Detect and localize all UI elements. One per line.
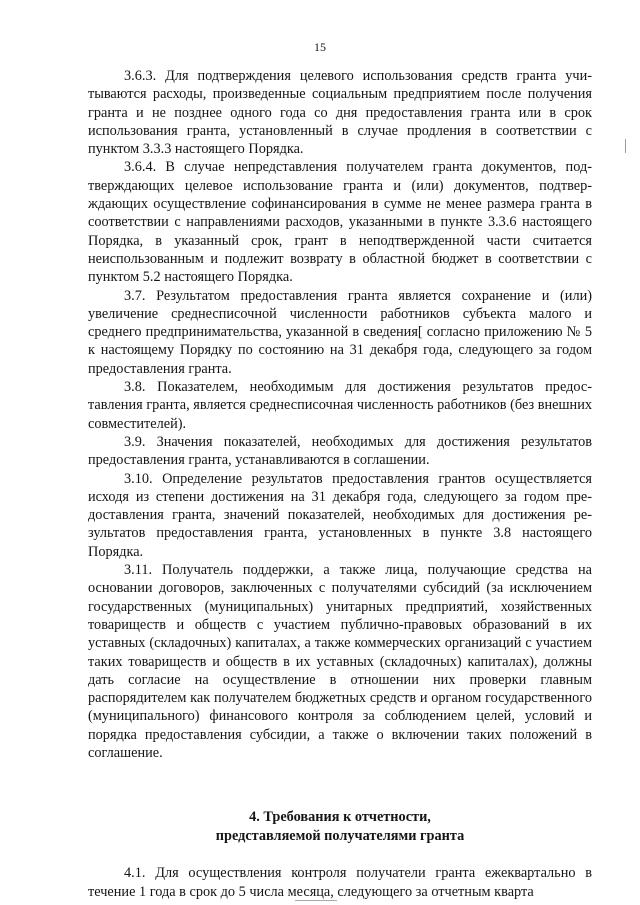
paragraph-3-6-4: 3.6.4. В случае непредставления получателем гранта документов, подтверждающих целевое использование гранта и (или) документов, подтверждающих осуществление софинансирования в сумме не менее размера гранта в соответствии с направлениями расходов, указанными в пункте 3.3.6 настоящего Порядка, в указанный срок, грант в неподтвержденной части считается неиспользованным и подлежит возврату в областной бюджет в соответствии с пунктом 5.2 настоящего Порядка. bbox=[88, 159, 592, 286]
page-number: 15 bbox=[314, 40, 326, 54]
paragraph-3-9: 3.9. Значения показателей, необходимых для достижения результатов предоставления гранта, устанавливаются в соглашении. bbox=[88, 433, 592, 469]
paragraph-3-10: 3.10. Определение результатов предоставления грантов осуществляется исходя из степени достижения на 31 декабря года, следующего за годом предоставления гранта, значений показателей, необходимых для достижения результатов предоставления гранта, установленных в пункте 3.8 настоящего Порядка. bbox=[88, 470, 592, 560]
paragraph-3-8: 3.8. Показателем, необходимым для достижения результатов предоставления гранта, является среднесписочная численность работников (без внешних совместителей). bbox=[88, 379, 592, 432]
paragraph-3-7: 3.7. Результатом предоставления гранта является сохранение и (или) увеличение среднесписочной численности работников субъекта малого и среднего предпринимательства, указанной в сведения[ согласно приложению № 5 к настоящему Порядку по состоянию на 31 декабря года, следующего за годом предоставления гранта. bbox=[88, 287, 592, 377]
paragraph-3-6-3: 3.6.3. Для подтверждения целевого использования средств гранта учитываются расходы, произведенные социальным предприятием после получения гранта и не позднее одного года со дня предоставления гранта или в срок использования гранта, установленный в случае продления в соответствии с пунктом 3.3.3 настоящего Порядка. bbox=[88, 68, 592, 158]
scan-artifact-mark bbox=[625, 139, 626, 153]
document-body bbox=[88, 67, 592, 901]
section-4-heading-line-1: 4. Требования к отчетности, bbox=[249, 809, 431, 826]
section-4-heading bbox=[88, 808, 592, 846]
section-4-heading-line-2: представляемой получателями гранта bbox=[215, 828, 465, 845]
paragraph-4-1: 4.1. Для осуществления контроля получатели гранта ежеквартально в течение 1 года в срок до 5 числа месяца, следующего за отчетным кварта bbox=[88, 865, 592, 900]
paragraph-3-11: 3.11. Получатель поддержки, а также лица, получающие средства на основании договоров, заключенных с получателями субсидий (за исключением государственных (муниципальных) унитарных предприятий, хозяйственных товариществ и обществ с участием публично-правовых образований в их уставных (складочных) капиталах, а также коммерческих организаций с участием таких товариществ и обществ в их уставных (складочных) капиталах), должны дать согласие на осуществление в отношении них проверки главным распорядителем как получателем бюджетных средств и органом государственного (муниципального) финансового контроля за соблюдением целей, условий и порядка предоставления субсидии, а также о включении таких положений в соглашение. bbox=[88, 562, 592, 761]
scan-artifact-bottom-mark bbox=[295, 900, 337, 901]
